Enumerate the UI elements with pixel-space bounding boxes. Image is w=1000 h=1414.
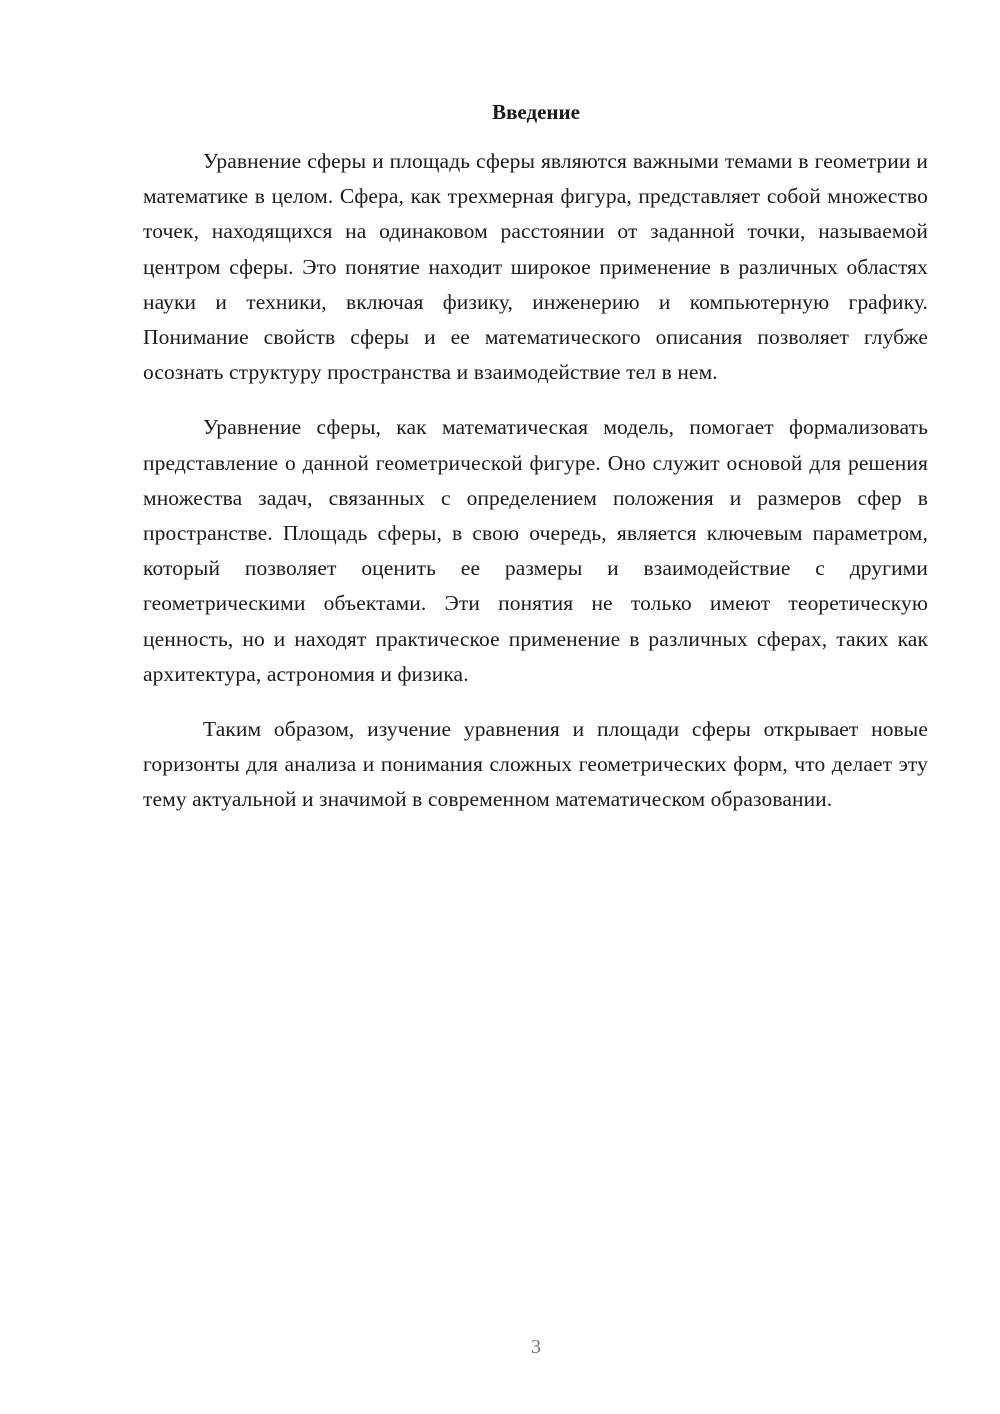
page-number: 3	[531, 1336, 541, 1358]
paragraph-2: Уравнение сферы, как математическая модель, помогает формализовать представление о данной геометрической фигуре. Оно служит основой для решения множества задач, связанных с определением положения и размеров сфер в пространстве. Площадь сферы, в свою очередь, является ключевым параметром, который позволяет оценить ее размеры и взаимодействие с другими геометрическими объектами. Эти понятия не только имеют теоретическую ценность, но и находят практическое применение в различных сферах, таких как архитектура, астрономия и физика.	[143, 415, 928, 686]
body-text	[143, 144, 928, 838]
section-heading: Введение	[492, 100, 580, 124]
paragraph-1: Уравнение сферы и площадь сферы являются важными темами в геометрии и математике в целом. Сфера, как трехмерная фигура, представляет собой множество точек, находящихся на одинаковом расстоянии от заданной точки, называемой центром сферы. Это понятие находит широкое применение в различных областях науки и техники, включая физику, инженерию и компьютерную графику. Понимание свойств сферы и ее математического описания позволяет глубже осознать структуру пространства и взаимодействие тел в нем.	[143, 149, 928, 385]
paragraph-3: Таким образом, изучение уравнения и площади сферы открывает новые горизонты для анализа и понимания сложных геометрических форм, что делает эту тему актуальной и значимой в современном математическом образовании.	[143, 717, 928, 812]
